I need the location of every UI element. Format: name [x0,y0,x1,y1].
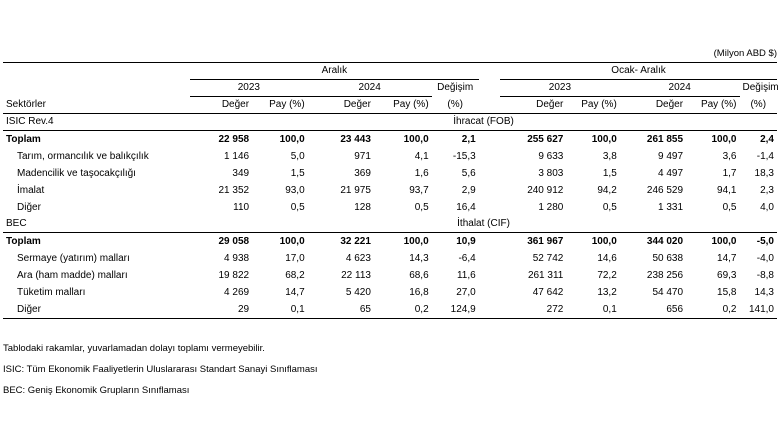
table-cell: 9 497 [658,151,684,162]
table-row [3,233,777,251]
year-2023-left: 2023 [190,80,308,97]
table-cell: 4 497 [658,168,684,179]
period-right-label: Ocak- Aralık [500,63,777,80]
footnote: Tablodaki rakamlar, yuvarlamadan dolayı toplamı vermeyebilir. [3,343,265,354]
table-cell: 0,1 [252,301,308,319]
table-cell: 656 [620,301,686,319]
table-cell: 14,7 [717,253,737,264]
table-cell: 110 [233,202,250,213]
table-cell: 971 [354,151,371,162]
table-cell: 238 256 [646,270,684,281]
table-cell: 0,5 [722,202,737,213]
table-cell: 4 623 [345,253,371,264]
table-cell: 17,0 [285,253,305,264]
table-cell: 23 443 [340,134,371,145]
table-cell: 4 938 [224,253,250,264]
table-cell: 0,2 [686,301,739,319]
table-cell: 124,9 [432,301,479,319]
table-row [3,148,777,165]
table-cell: 4 269 [224,287,250,298]
table-cell: 22 958 [218,134,250,145]
row-label: Ara (ham madde) malları [17,270,128,281]
row-label: Diğer [3,301,190,319]
table-cell: 128 [354,202,371,213]
table-row [3,250,777,267]
table-cell: 9 633 [538,151,564,162]
table-cell: 10,9 [456,236,476,247]
table-cell: 1,5 [602,168,617,179]
section-header-row [3,114,777,131]
row-label: Sermaye (yatırım) malları [17,253,130,264]
row-label: Toplam [6,236,41,247]
table-cell: 0,5 [290,202,305,213]
share-header: Pay (%) [566,97,619,114]
table-cell: 5,0 [290,151,305,162]
table-cell: 100,0 [279,134,305,145]
table-cell: 349 [232,168,250,179]
trade-table [3,62,777,319]
section-code: ISIC Rev.4 [3,114,190,131]
section-header-row [3,216,777,233]
table-cell: -6,4 [458,253,476,264]
table-cell: 15,8 [717,287,737,298]
table-cell: 361 967 [527,236,564,247]
table-cell: 68,6 [409,270,429,281]
share-header: Pay (%) [252,97,308,114]
section-label: İhracat (FOB) [190,114,777,131]
table-cell: 18,3 [754,168,774,179]
table-cell: 2,1 [461,134,476,145]
table-cell: 3,6 [722,151,737,162]
table-cell: 93,0 [285,185,305,196]
table-cell: 32 221 [340,236,371,247]
table-cell: 1,7 [722,168,737,179]
table-cell: 100,0 [403,236,429,247]
table-cell: 94,1 [717,185,737,196]
table-cell: 3 803 [538,168,564,179]
table-cell: 1,5 [290,168,305,179]
table-cell: 261 855 [646,134,684,145]
table-cell: 1 331 [658,202,684,213]
table-cell: 100,0 [279,236,305,247]
table-cell: 50 638 [652,253,684,264]
table-cell: 69,3 [717,270,737,281]
table-cell: 3,8 [602,151,617,162]
table-cell: 4,1 [414,151,429,162]
table-cell: 13,2 [597,287,617,298]
table-cell: 14,7 [285,287,305,298]
table-row [3,131,777,149]
year-2024-left: 2024 [308,80,432,97]
table-cell: 72,2 [597,270,617,281]
change-header-left-2: (%) [432,97,479,114]
table-cell: 11,6 [456,270,476,281]
table-cell: 54 470 [652,287,684,298]
table-cell: 5,6 [461,168,476,179]
table-cell: 100,0 [591,236,617,247]
table-cell: 2,9 [461,185,476,196]
share-header: Pay (%) [686,97,739,114]
table-row [3,199,777,216]
value-header: Değer [190,97,252,114]
share-header: Pay (%) [374,97,432,114]
table-cell: 246 529 [646,185,684,196]
table-cell: 100,0 [591,134,617,145]
table-cell: 47 642 [532,287,564,298]
table-cell: 19 822 [218,270,250,281]
footnote: ISIC: Tüm Ekonomik Faaliyetlerin Uluslararası Standart Sanayi Sınıflaması [3,364,318,375]
table-cell: 52 742 [532,253,564,264]
table-cell: 0,1 [566,301,619,319]
table-row [3,182,777,199]
table-cell: 29 [190,301,252,319]
table-cell: 21 975 [340,185,371,196]
table-cell: -8,8 [756,270,774,281]
change-header-left-1: Değişim [437,82,474,94]
row-label: Diğer [17,202,41,213]
table-row [3,301,777,319]
table-cell: 94,2 [597,185,617,196]
table-cell: -1,4 [756,151,774,162]
table-cell: 5 420 [345,287,371,298]
value-header: Değer [308,97,374,114]
table-cell: 0,2 [374,301,432,319]
period-left-label: Aralık [190,63,479,80]
row-label: İmalat [17,185,45,196]
value-header: Değer [620,97,686,114]
table-cell: 22 113 [341,270,371,281]
table-cell: 4,0 [760,202,774,213]
header-row-columns [3,97,777,114]
header-row-period [3,63,777,80]
table-cell: 344 020 [646,236,684,247]
unit-label: (Milyon ABD $) [713,48,777,59]
year-2023-right: 2023 [500,80,620,97]
table-cell: 100,0 [711,134,737,145]
table-cell: 100,0 [711,236,737,247]
table-cell: 141,0 [740,301,778,319]
table-cell: -4,0 [756,253,774,264]
year-2024-right: 2024 [620,80,740,97]
row-label: Tüketim malları [17,287,86,298]
change-header-right-2: (%) [740,97,778,114]
table-cell: 0,5 [414,202,429,213]
table-cell: 65 [308,301,374,319]
table-cell: 16,4 [456,202,476,213]
table-cell: 2,4 [760,134,774,145]
table-cell: 0,5 [602,202,617,213]
table-row [3,267,777,284]
table-cell: 261 311 [527,270,564,281]
table-cell: 369 [354,168,371,179]
sectors-header: Sektörler [3,97,190,114]
table-cell: 272 [500,301,566,319]
section-label: İthalat (CIF) [190,216,777,233]
row-label: Tarım, ormancılık ve balıkçılık [17,151,149,162]
table-cell: 14,6 [597,253,617,264]
table-cell: -5,0 [756,236,774,247]
row-label: Madencilik ve taşocakçılığı [17,168,136,179]
table-cell: -15,3 [452,151,476,162]
table-cell: 100,0 [403,134,429,145]
footnote: BEC: Geniş Ekonomik Grupların Sınıflaması [3,385,190,396]
table-cell: 21 352 [218,185,250,196]
section-code: BEC [3,216,190,233]
value-header: Değer [500,97,566,114]
table-cell: 93,7 [409,185,429,196]
table-cell: 240 912 [527,185,564,196]
table-row [3,284,777,301]
table-row [3,165,777,182]
table-cell: 255 627 [527,134,564,145]
row-label: Toplam [6,134,41,145]
table-cell: 1 280 [538,202,564,213]
table-cell: 2,3 [760,185,774,196]
table-cell: 1 146 [224,151,250,162]
table-cell: 14,3 [754,287,774,298]
table-cell: 68,2 [285,270,305,281]
table-cell: 16,8 [409,287,429,298]
footnotes [3,338,318,401]
change-header-right-1: Değişim [742,82,779,94]
table-cell: 27,0 [456,287,476,298]
table-cell: 14,3 [409,253,429,264]
header-row-years [3,80,777,97]
table-cell: 29 058 [218,236,250,247]
table-cell: 1,6 [414,168,429,179]
